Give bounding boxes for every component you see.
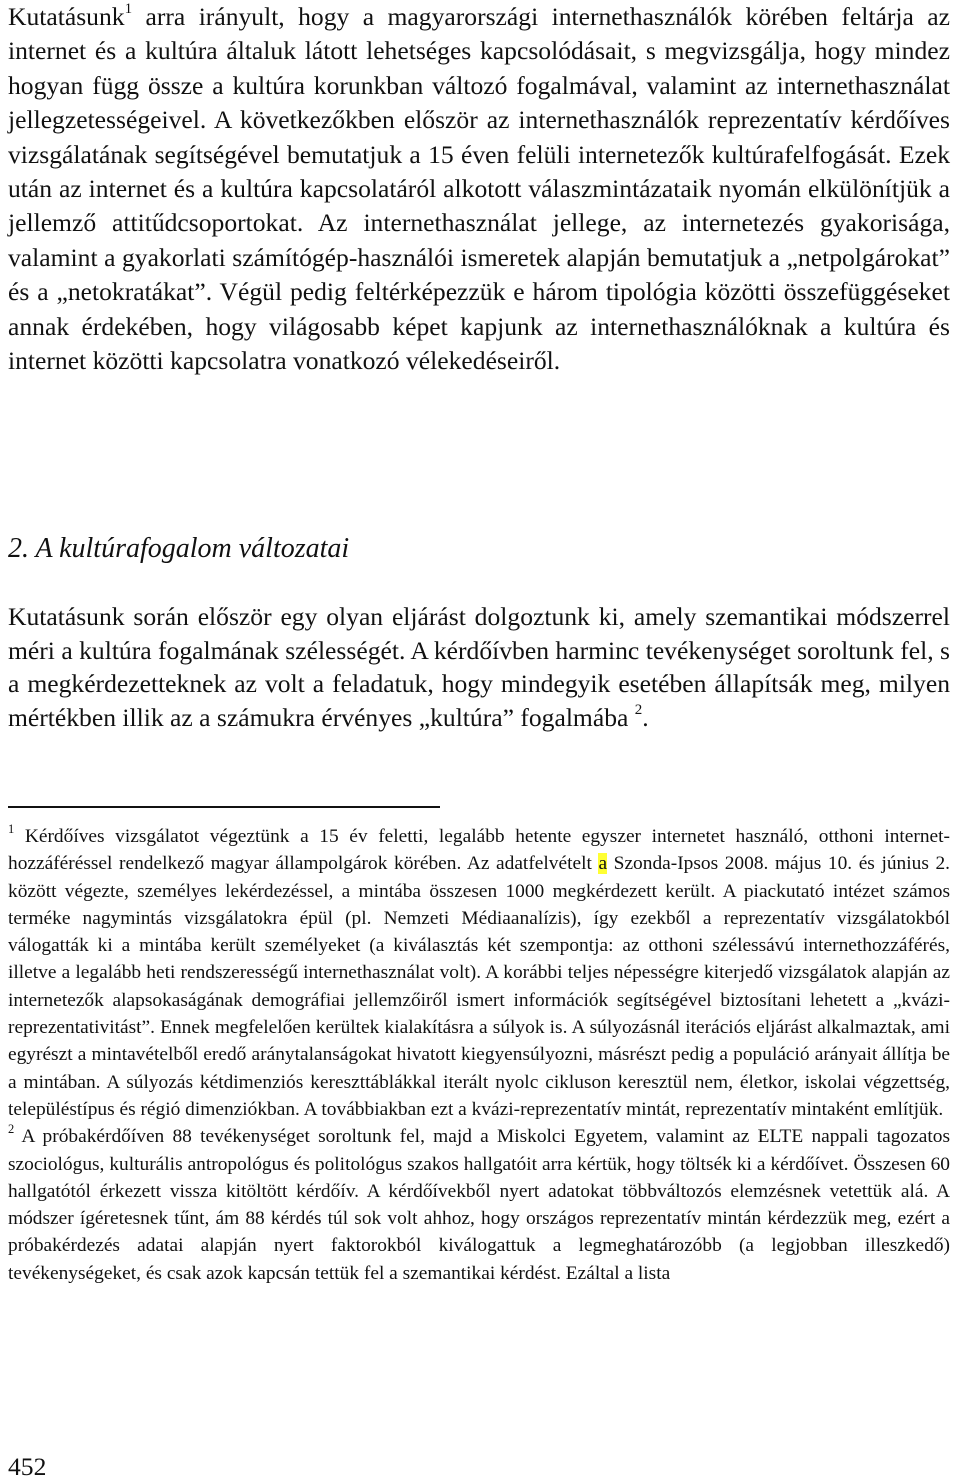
section-heading: 2. A kultúrafogalom változatai [8, 533, 350, 564]
footnote-2 [8, 1123, 950, 1287]
footnote-ref-2[interactable]: 2 [634, 702, 643, 719]
footnote-1 [8, 823, 950, 1123]
intro-lead: Kutatásunk [8, 2, 125, 31]
highlighted-word: a [598, 853, 608, 875]
section-text: Kutatásunk során először egy olyan eljárást dolgoztunk ki, amely szemantikai módszerrel méri a kultúra fogalmának szélességét. A kérdőívben harminc tevékenységet soroltunk fel, s a megkérdezetteknek az volt a feladatuk, hogy mindegyik esetében állapítsák meg, milyen mértékben illik az a számukra érvényes „kultúra” fogalmába [8, 602, 950, 732]
footnote-ref-1[interactable]: 1 [124, 1, 133, 18]
section-paragraph [8, 600, 950, 734]
intro-paragraph [8, 0, 950, 378]
footnote-number-2: 2 [8, 1121, 15, 1136]
footnote-1-text-b: Szonda-Ipsos 2008. május 10. és június 2. között végezte, személyes lekérdezéssel, a mintába összesen 1000 megkérdezett került. A piackutató intézet számos terméke nagymintás vizsgálatokra épül (pl. Nemzeti Médiaanalízis), így ezekből a reprezentatív vizsgálatokból válogatták ki a mintába került személyeket (a kiválasztás két szempontja: az otthoni szélessávú internethozzáférés, illetve a legalább heti rendszerességű internethasználat volt). A korábbi teljes népességre kiterjedő vizsgálatok alapján az internetezők alapsokaságának demográfiai jellemzőiről ismert információk segítségével biztosítani lehetett a „kvázi-reprezentativitást”. Ennek megfelelően kerültek kialakításra a súlyok is. A súlyozásnál iterációs eljárást alkalmaztak, ami egyrészt a mintavételből eredő aránytalanságokat hivatott kiegyensúlyozni, másrészt pedig a populáció arányait állítja be a mintában. A súlyozás kétdimenziós kereszttáblákkal iterált nyolc cikluson keresztül nem, életkor, iskolai végzettség, településtípus és régió dimenziókban. A továbbiakban ezt a kvázi-reprezentatív mintát, reprezentatív mintaként említjük. [8, 853, 950, 1120]
footnote-2-text: A próbakérdőíven 88 tevékenységet soroltunk fel, majd a Miskolci Egyetem, valamint az ELTE nappali tagozatos szociológus, kulturális antropológus és politológus szakos hallgatóit arra kértük, hogy töltsék ki a kérdőívet. Összesen 60 hallgatótól érkezett vissza kitöltött kérdőív. A kérdőívekből nyert adatokat többváltozós elemzésnek vetettük alá. A módszer ígéretesnek tűnt, ám 88 kérdés túl sok volt ahhoz, hogy országos reprezentatív mintán kérdezzük meg, ezért a próbakérdezés adatai alapján nyert faktorokból kiválogattuk a legmeghatározóbb (a legjobban illeszkedő) tevékenységeket, és csak azok kapcsán tettük fel a szemantikai kérdést. Ezáltal a lista [8, 1126, 950, 1284]
section-end: . [642, 702, 649, 732]
footnotes [8, 823, 950, 1287]
page-number: 452 [8, 1452, 47, 1481]
footnote-number-1: 1 [8, 821, 15, 836]
footnote-separator [8, 806, 440, 808]
footnote-1-text-a: Kérdőíves vizsgálatot végeztünk a 15 év feletti, legalább hetente egyszer internetet használó, otthoni internet-hozzáféréssel rendelkező magyar állampolgárok körében. Az adatfelvételt [8, 826, 950, 875]
document-page [8, 0, 950, 1284]
intro-text: arra irányult, hogy a magyarországi internethasználók körében feltárja az internet és a kultúra általuk látott lehetséges kapcsolódásait, s megvizsgálja, hogy mindez hogyan függ össze a kultúra korunkban változó fogalmával, valamint az internethasználat jellegzetességeivel. A következőkben először az internethasználók reprezentatív kérdőíves vizsgálatának segítségével bemutatjuk a 15 éven felüli internetezők kultúrafelfogását. Ezek után az internet és a kultúra kapcsolatáról alkotott válaszmintázataik nyomán elkülönítjük a jellemző attitűdcsoportokat. Az internethasználat jellege, az internetezés gyakorisága, valamint a gyakorlati számítógép-használói ismeretek alapján bemutatjuk a „netpolgárokat” és a „netokratákat”. Végül pedig feltérképezzük e három tipológia közötti összefüggéseket annak érdekében, hogy világosabb képet kapjunk az internethasználóknak a kultúra és internet közötti kapcsolatra vonatkozó vélekedéseiről. [8, 2, 950, 376]
